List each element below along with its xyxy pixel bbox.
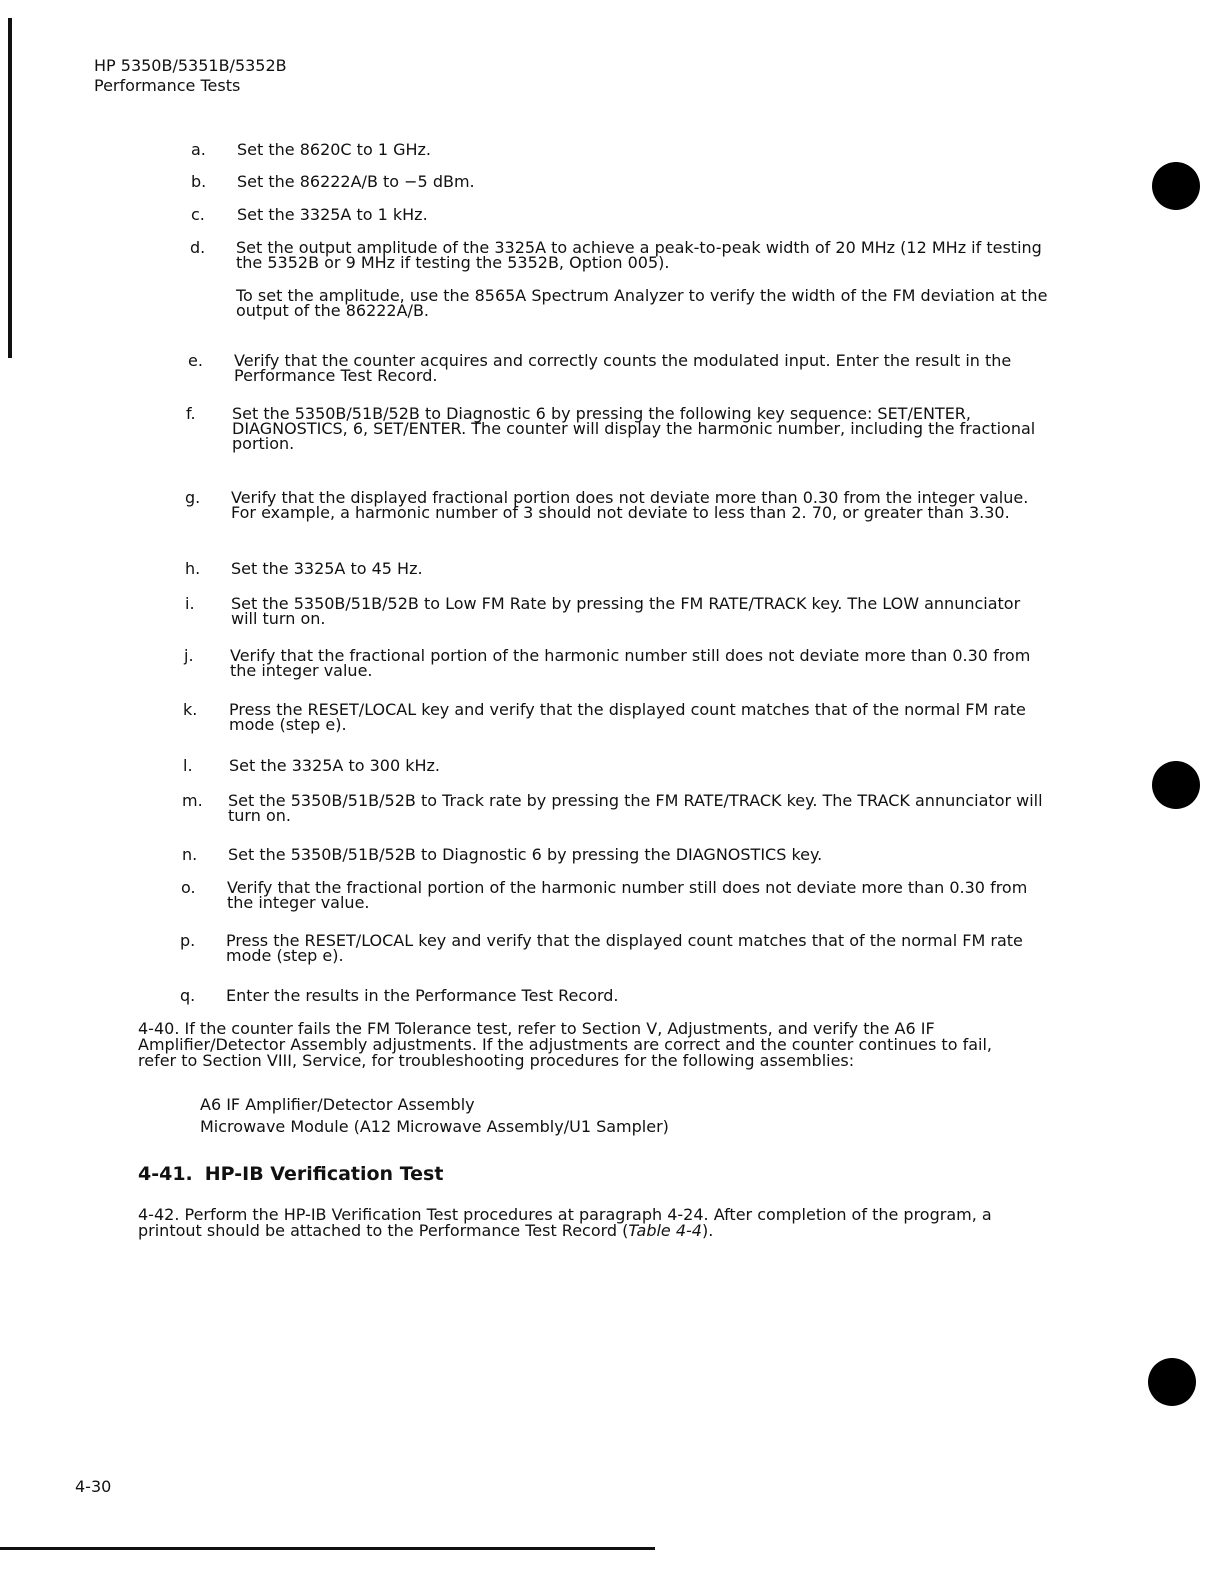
step-o: o. Verify that the fractional portion of the harmonic number still does not deviate more than 0.30 from the integer value. [181, 878, 1028, 912]
step-d-note: To set the amplitude, use the 8565A Spectrum Analyzer to verify the width of the FM deviation at the output of the 86222A/B. [236, 286, 1048, 320]
section-heading-number: 4-41. [138, 1163, 193, 1185]
page-number: 4-30 [75, 1477, 112, 1496]
page-header [94, 56, 287, 96]
step-j: j. Verify that the fractional portion of the harmonic number still does not deviate more than 0.30 from the integer value. [184, 646, 1031, 680]
header-model: HP 5350B/5351B/5352B [94, 56, 287, 75]
step-q: q. Enter the results in the Performance Test Record. [180, 986, 619, 1005]
bottom-rule [0, 1547, 655, 1550]
step-i: i. Set the 5350B/51B/52B to Low FM Rate by pressing the FM RATE/TRACK key. The LOW annunciator will turn on. [185, 594, 1021, 628]
step-c: c. Set the 3325A to 1 kHz. [191, 205, 428, 224]
assembly-item-a6: A6 IF Amplifier/Detector Assembly [200, 1095, 475, 1114]
assembly-list [200, 1097, 669, 1135]
left-margin-rule [8, 18, 12, 358]
section-heading [138, 1163, 443, 1185]
step-b: b. Set the 86222A/B to −5 dBm. [191, 172, 475, 191]
step-k: k. Press the RESET/LOCAL key and verify that the displayed count matches that of the normal FM rate mode (step e). [183, 700, 1026, 734]
paragraph-4-40: 4-40. If the counter fails the FM Tolerance test, refer to Section V, Adjustments, and verify the A6 IF Amplifier/Detector Assembly adjustments. If the adjustments are correct and the counter continues to fail, refer to Section VIII, Service, for troubleshooting procedures for the following assemblies: [138, 1019, 992, 1070]
assembly-item-microwave: Microwave Module (A12 Microwave Assembly/U1 Sampler) [200, 1117, 669, 1136]
step-h: h. Set the 3325A to 45 Hz. [185, 559, 423, 578]
step-d: d. Set the output amplitude of the 3325A to achieve a peak-to-peak width of 20 MHz (12 MHz if testing the 5352B or 9 MHz if testing the 5352B, Option 005). To set the amplitude, use the 8565A Spectrum Analyzer to verify the width of the FM deviation at the output of the 86222A/B. [236, 240, 1056, 318]
header-section: Performance Tests [94, 76, 241, 95]
step-l: l. Set the 3325A to 300 kHz. [183, 756, 441, 775]
table-reference: Table 4-4 [628, 1221, 702, 1240]
section-heading-title: HP-IB Verification Test [204, 1163, 444, 1185]
punch-hole-middle [1152, 761, 1200, 809]
step-p: p. Press the RESET/LOCAL key and verify that the displayed count matches that of the normal FM rate mode (step e). [180, 931, 1023, 965]
step-e: e. Verify that the counter acquires and correctly counts the modulated input. Enter the result in the Performance Test Record. [188, 351, 1012, 385]
paragraph-4-42: 4-42. Perform the HP-IB Verification Test procedures at paragraph 4-24. After completion of the program, a printout should be attached to the Performance Test Record (Table 4-4). [138, 1205, 992, 1240]
step-g: g. Verify that the displayed fractional portion does not deviate more than 0.30 from the integer value. For example, a harmonic number of 3 should not deviate to less than 2. 70, or greater than 3.30. [185, 488, 1029, 522]
step-f: f. Set the 5350B/51B/52B to Diagnostic 6 by pressing the following key sequence: SET/ENTER, DIAGNOSTICS, 6, SET/ENTER. The counter will display the harmonic number, including the fractional portion. [186, 404, 1036, 453]
punch-hole-bottom [1148, 1358, 1196, 1406]
step-a: a. Set the 8620C to 1 GHz. [191, 140, 432, 159]
punch-hole-top [1152, 162, 1200, 210]
step-m: m. Set the 5350B/51B/52B to Track rate by pressing the FM RATE/TRACK key. The TRACK annunciator will turn on. [182, 791, 1043, 825]
step-n: n. Set the 5350B/51B/52B to Diagnostic 6 by pressing the DIAGNOSTICS key. [182, 845, 823, 864]
